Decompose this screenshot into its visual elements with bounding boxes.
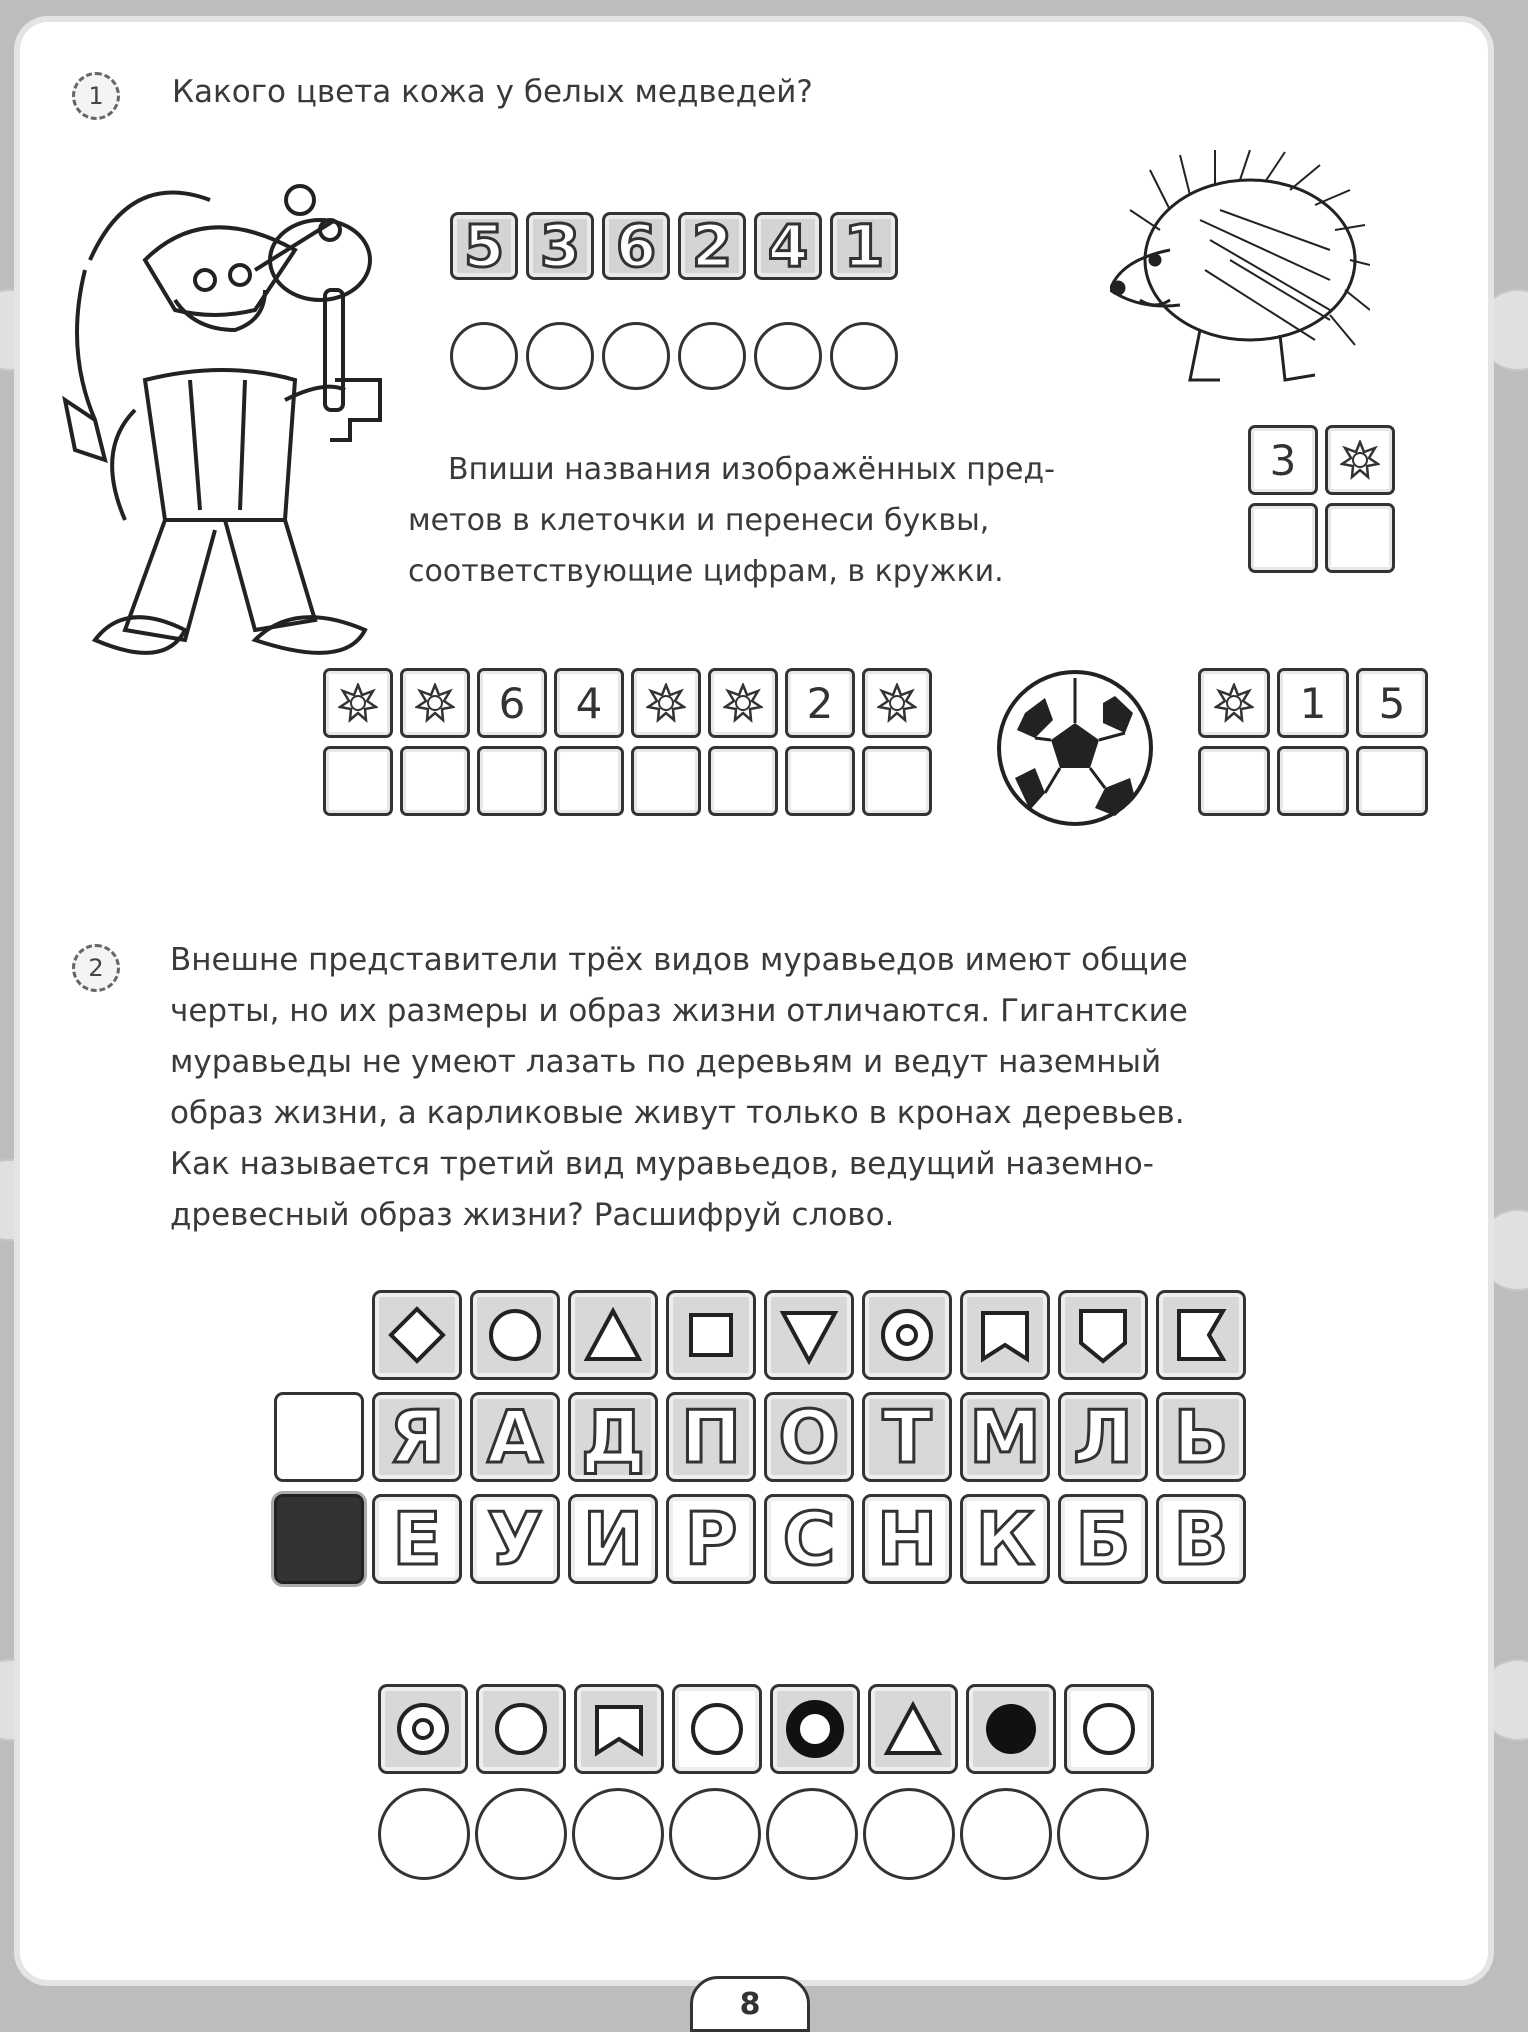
star-tile: [323, 668, 393, 738]
symbol-key: [568, 1290, 658, 1380]
clue-tile: 5: [1356, 668, 1428, 738]
symbol-key: [1156, 1290, 1246, 1380]
answer-symbol: [770, 1684, 860, 1774]
task-1-question: Какого цвета кожа у белых медведей?: [172, 74, 813, 110]
text-line: муравьеды не умеют лазать по деревьям и ведут наземный: [170, 1044, 1162, 1080]
letter-key: Л: [1058, 1392, 1148, 1482]
letter-key: И: [568, 1494, 658, 1584]
diamond-icon: [387, 1305, 447, 1365]
star-icon: [1214, 683, 1254, 723]
soccer-ball-icon: [995, 668, 1155, 828]
shield-icon: [1073, 1305, 1133, 1365]
answer-circle-row: [378, 1788, 1154, 1880]
symbol-key: [666, 1290, 756, 1380]
answer-cell[interactable]: [1248, 503, 1318, 573]
answer-cell[interactable]: [1356, 746, 1428, 816]
text-line: Внешне представители трёх видов муравьедов имеют общие: [170, 942, 1188, 978]
clue-tile: 2: [785, 668, 855, 738]
star-icon: [1340, 440, 1380, 480]
task-1-badge: 1: [72, 72, 120, 120]
answer-cell[interactable]: [631, 746, 701, 816]
instruction-line: метов в клеточки и перенеси буквы,: [408, 503, 990, 538]
clue-tile: 4: [554, 668, 624, 738]
letter-key: Ь: [1156, 1392, 1246, 1482]
dark-legend-key: [274, 1494, 364, 1584]
notch-icon: [1171, 1305, 1231, 1365]
key-answer-row: [323, 746, 939, 816]
answer-circle[interactable]: [830, 322, 898, 390]
letter-key: Д: [568, 1392, 658, 1482]
circle-icon: [485, 1305, 545, 1365]
instruction-line: Впиши названия изображённых пред-: [448, 452, 1055, 487]
answer-cell[interactable]: [708, 746, 778, 816]
answer-circle[interactable]: [766, 1788, 858, 1880]
ball-word-row: [1198, 668, 1435, 738]
flag-icon: [589, 1699, 649, 1759]
hedgehog-illustration: [1110, 150, 1370, 390]
hedgehog-word-row: [1248, 425, 1402, 495]
letter-key: П: [666, 1392, 756, 1482]
answer-circle[interactable]: [678, 322, 746, 390]
text-line: древесный образ жизни? Расшифруй слово.: [170, 1197, 895, 1233]
answer-cell[interactable]: [1198, 746, 1270, 816]
answer-symbol-row: [378, 1684, 1162, 1774]
letter-key: Р: [666, 1494, 756, 1584]
star-icon: [723, 683, 763, 723]
answer-cell[interactable]: [1325, 503, 1395, 573]
ring-icon: [877, 1305, 937, 1365]
letter-key: Н: [862, 1494, 952, 1584]
letter-key: Т: [862, 1392, 952, 1482]
filled-circle-icon: [981, 1699, 1041, 1759]
answer-symbol: [1064, 1684, 1154, 1774]
code-tile: 5: [450, 212, 518, 280]
answer-cell[interactable]: [785, 746, 855, 816]
answer-circle[interactable]: [602, 322, 670, 390]
answer-circle[interactable]: [669, 1788, 761, 1880]
symbol-key: [862, 1290, 952, 1380]
answer-circle[interactable]: [1057, 1788, 1149, 1880]
answer-symbol: [966, 1684, 1056, 1774]
answer-circle[interactable]: [450, 322, 518, 390]
answer-symbol: [378, 1684, 468, 1774]
page-number: 8: [690, 1976, 810, 2032]
star-tile: [400, 668, 470, 738]
star-tile: [862, 668, 932, 738]
cipher-dark-row: [274, 1494, 1254, 1584]
ball-answer-row: [1198, 746, 1435, 816]
text-line: Как называется третий вид муравьедов, ведущий наземно-: [170, 1146, 1154, 1182]
star-icon: [338, 683, 378, 723]
answer-cell[interactable]: [477, 746, 547, 816]
star-tile: [631, 668, 701, 738]
answer-symbol: [672, 1684, 762, 1774]
circle-icon: [687, 1699, 747, 1759]
answer-circle[interactable]: [526, 322, 594, 390]
text-line: черты, но их размеры и образ жизни отличаются. Гигантские: [170, 993, 1188, 1029]
answer-cell[interactable]: [400, 746, 470, 816]
answer-symbol: [574, 1684, 664, 1774]
answer-circle[interactable]: [863, 1788, 955, 1880]
code-tile: 3: [526, 212, 594, 280]
star-icon: [646, 683, 686, 723]
letter-key: Я: [372, 1392, 462, 1482]
code-tile: 2: [678, 212, 746, 280]
star-tile: [1325, 425, 1395, 495]
task-1-answer-circles: [450, 322, 906, 390]
triangle-icon: [583, 1305, 643, 1365]
code-tile: 6: [602, 212, 670, 280]
key-word-row: [323, 668, 939, 738]
triangle-icon: [883, 1699, 943, 1759]
letter-key: Е: [372, 1494, 462, 1584]
light-legend-key: [274, 1392, 364, 1482]
star-icon: [415, 683, 455, 723]
letter-key: О: [764, 1392, 854, 1482]
answer-cell[interactable]: [1277, 746, 1349, 816]
answer-cell[interactable]: [862, 746, 932, 816]
triangle-down-icon: [779, 1305, 839, 1365]
circle-icon: [1079, 1699, 1139, 1759]
answer-circle[interactable]: [960, 1788, 1052, 1880]
star-icon: [877, 683, 917, 723]
letter-key: М: [960, 1392, 1050, 1482]
star-tile: [708, 668, 778, 738]
letter-key: С: [764, 1494, 854, 1584]
answer-circle[interactable]: [572, 1788, 664, 1880]
answer-circle[interactable]: [475, 1788, 567, 1880]
clue-tile: 1: [1277, 668, 1349, 738]
letter-key: Б: [1058, 1494, 1148, 1584]
answer-symbol: [476, 1684, 566, 1774]
flag-icon: [975, 1305, 1035, 1365]
pinocchio-illustration: [55, 150, 385, 690]
answer-circle[interactable]: [754, 322, 822, 390]
cipher-symbol-row: [372, 1290, 1254, 1380]
square-icon: [681, 1305, 741, 1365]
letter-key: В: [1156, 1494, 1246, 1584]
ring-icon: [393, 1699, 453, 1759]
clue-tile: 6: [477, 668, 547, 738]
code-tile: 1: [830, 212, 898, 280]
answer-symbol: [868, 1684, 958, 1774]
symbol-key: [372, 1290, 462, 1380]
task-1-code-row: [450, 212, 906, 280]
circle-icon: [491, 1699, 551, 1759]
instruction-line: соответствующие цифрам, в кружки.: [408, 554, 1004, 589]
letter-key: У: [470, 1494, 560, 1584]
task-2-badge: 2: [72, 944, 120, 992]
ring-dark-icon: [785, 1699, 845, 1759]
code-tile: 4: [754, 212, 822, 280]
task-1-instruction: [408, 444, 1188, 597]
cipher-light-row: [274, 1392, 1254, 1482]
letter-key: А: [470, 1392, 560, 1482]
task-2-text: [170, 935, 1440, 1241]
text-line: образ жизни, а карликовые живут только в кронах деревьев.: [170, 1095, 1185, 1131]
clue-tile: 3: [1248, 425, 1318, 495]
answer-cell[interactable]: [323, 746, 393, 816]
answer-circle[interactable]: [378, 1788, 470, 1880]
star-tile: [1198, 668, 1270, 738]
symbol-key: [1058, 1290, 1148, 1380]
letter-key: К: [960, 1494, 1050, 1584]
symbol-key: [960, 1290, 1050, 1380]
symbol-key: [470, 1290, 560, 1380]
answer-cell[interactable]: [554, 746, 624, 816]
symbol-key: [764, 1290, 854, 1380]
hedgehog-answer-row: [1248, 503, 1402, 573]
